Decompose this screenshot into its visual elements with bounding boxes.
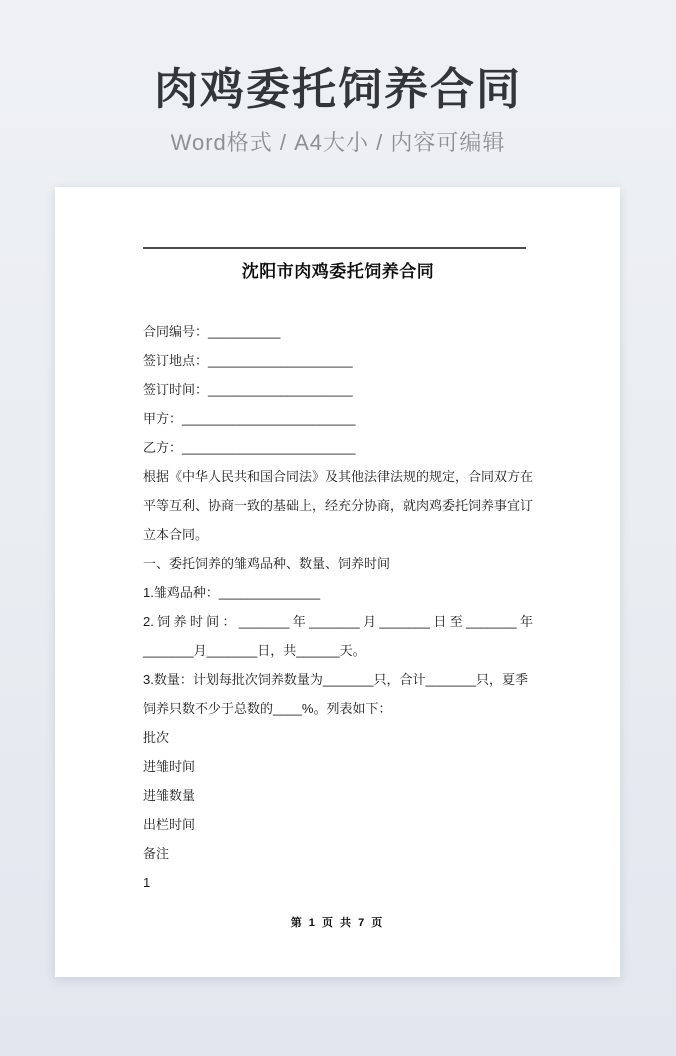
document-body xyxy=(143,317,533,897)
doc-line: 饲养只数不少于总数的____%。列表如下： xyxy=(143,701,392,716)
doc-line: 出栏时间 xyxy=(143,817,196,832)
document-title: 沈阳市肉鸡委托饲养合同 xyxy=(241,262,435,281)
doc-line: 立本合同。 xyxy=(143,527,209,542)
document-content xyxy=(143,247,533,897)
banner xyxy=(0,0,676,157)
document-top-rule xyxy=(143,247,526,249)
doc-line: _______月_______日，共______天。 xyxy=(143,643,366,658)
banner-title: 肉鸡委托饲养合同 xyxy=(154,65,522,114)
doc-line: 乙方：________________________ xyxy=(143,440,356,455)
document-page xyxy=(55,187,620,977)
page-number-footer: 第 1 页 共 7 页 xyxy=(290,917,385,929)
doc-line: 平等互利、协商一致的基础上，经充分协商，就肉鸡委托饲养事宜订 xyxy=(143,498,534,513)
doc-line: 备注 xyxy=(143,846,170,861)
doc-line: 批次 xyxy=(143,730,170,745)
doc-line: 签订时间：____________________ xyxy=(143,382,353,397)
doc-line: 3.数量：计划每批次饲养数量为_______只，合计_______只，夏季 xyxy=(143,672,529,687)
doc-line: 1 xyxy=(143,875,151,890)
doc-line: 根据《中华人民共和国合同法》及其他法律法规的规定，合同双方在 xyxy=(143,469,534,484)
doc-line: 一、委托饲养的雏鸡品种、数量、饲养时间 xyxy=(143,556,391,571)
doc-line: 进雏数量 xyxy=(143,788,196,803)
doc-line: 1.雏鸡品种：______________ xyxy=(143,585,321,600)
banner-subtitle: Word格式 / A4大小 / 内容可编辑 xyxy=(170,130,506,156)
doc-line: 签订地点：____________________ xyxy=(143,353,353,368)
doc-line: 2.饲养时间：_______年_______月_______日至_______年 xyxy=(143,614,533,629)
doc-line: 甲方：________________________ xyxy=(143,411,356,426)
doc-line: 进雏时间 xyxy=(143,759,196,774)
doc-line: 合同编号：__________ xyxy=(143,324,281,339)
